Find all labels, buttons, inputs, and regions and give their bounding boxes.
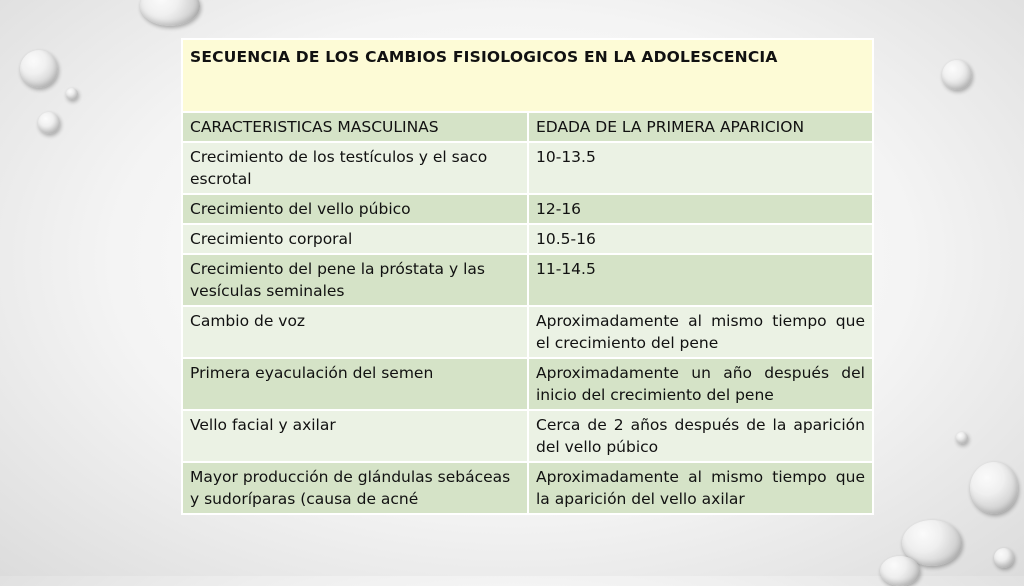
table-row [182, 142, 873, 194]
water-drop-decoration [970, 462, 1018, 514]
water-drop-decoration [38, 112, 60, 134]
characteristic-cell: Cambio de voz [182, 306, 528, 358]
characteristic-cell: Crecimiento del vello púbico [182, 194, 528, 224]
table-row [182, 410, 873, 462]
age-cell: Cerca de 2 años después de la aparición del vello púbico [528, 410, 873, 462]
table-row [182, 224, 873, 254]
table-row [182, 254, 873, 306]
table-header-row [182, 112, 873, 142]
table-row [182, 358, 873, 410]
table-row [182, 306, 873, 358]
table-row [182, 462, 873, 514]
age-cell: 10-13.5 [528, 142, 873, 194]
table-row [182, 194, 873, 224]
column-header-age: EDADA DE LA PRIMERA APARICION [528, 112, 873, 142]
characteristic-cell: Vello facial y axilar [182, 410, 528, 462]
water-drop-decoration [956, 432, 968, 444]
age-cell: 10.5-16 [528, 224, 873, 254]
characteristic-cell: Mayor producción de glándulas sebáceas y sudoríparas (causa de acné [182, 462, 528, 514]
column-header-characteristics: CARACTERISTICAS MASCULINAS [182, 112, 528, 142]
characteristic-cell: Crecimiento de los testículos y el saco escrotal [182, 142, 528, 194]
table-title-row [182, 39, 873, 112]
characteristic-cell: Crecimiento del pene la próstata y las vesículas seminales [182, 254, 528, 306]
age-cell: Aproximadamente al mismo tiempo que la aparición del vello axilar [528, 462, 873, 514]
water-drop-decoration [140, 0, 200, 26]
age-cell: 11-14.5 [528, 254, 873, 306]
age-cell: Aproximadamente un año después del inicio del crecimiento del pene [528, 358, 873, 410]
table-title: SECUENCIA DE LOS CAMBIOS FISIOLOGICOS EN LA ADOLESCENCIA [182, 39, 873, 112]
water-drop-decoration [20, 50, 58, 88]
water-drop-decoration [66, 88, 78, 100]
characteristic-cell: Crecimiento corporal [182, 224, 528, 254]
age-cell: 12-16 [528, 194, 873, 224]
water-drop-decoration [942, 60, 972, 90]
characteristic-cell: Primera eyaculación del semen [182, 358, 528, 410]
physiological-changes-table-container [181, 38, 872, 515]
physiological-changes-table [181, 38, 874, 515]
water-drop-decoration [880, 556, 920, 586]
water-drop-decoration [994, 548, 1014, 568]
age-cell: Aproximadamente al mismo tiempo que el crecimiento del pene [528, 306, 873, 358]
